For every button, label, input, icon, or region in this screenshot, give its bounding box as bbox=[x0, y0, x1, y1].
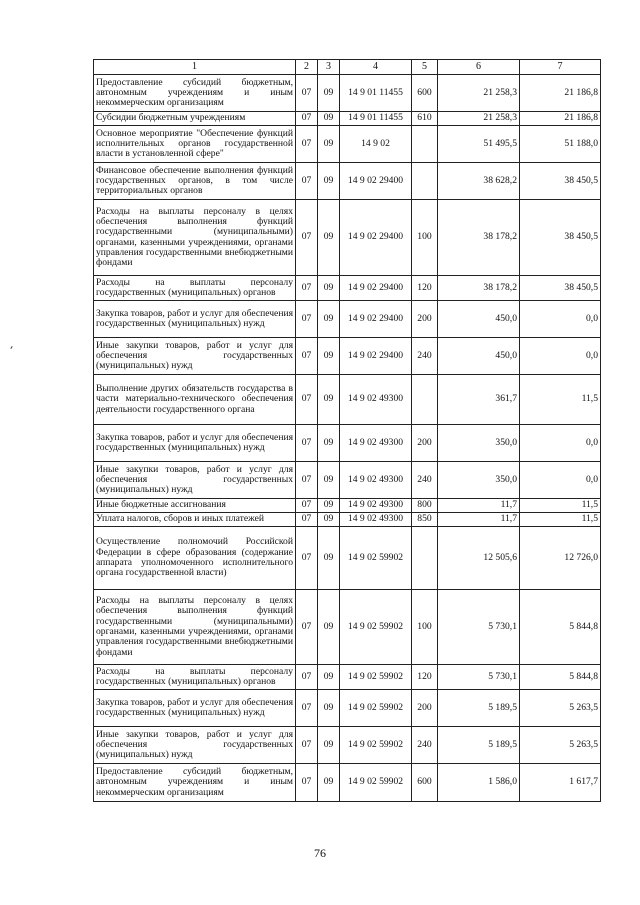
row-section-cell: 07 bbox=[296, 425, 318, 462]
row-name-cell: Закупка товаров, работ и услуг для обеспечения государственных (муниципальных) нужд bbox=[94, 425, 296, 462]
row-section-cell: 07 bbox=[296, 462, 318, 499]
row-subsection-cell: 09 bbox=[318, 301, 340, 338]
row-subsection-cell: 09 bbox=[318, 764, 340, 802]
row-expense-type-cell bbox=[412, 163, 438, 200]
row-amount-year2-cell: 0,0 bbox=[520, 462, 601, 499]
row-amount-year1-cell: 5 189,5 bbox=[438, 727, 520, 764]
row-target-code-cell: 14 9 02 49300 bbox=[340, 462, 412, 499]
row-section-cell: 07 bbox=[296, 338, 318, 375]
row-target-code-cell: 14 9 02 29400 bbox=[340, 301, 412, 338]
table-row bbox=[94, 462, 601, 499]
row-section-cell: 07 bbox=[296, 727, 318, 764]
row-expense-type-cell: 800 bbox=[412, 499, 438, 513]
row-subsection-cell: 09 bbox=[318, 690, 340, 727]
table-row bbox=[94, 126, 601, 163]
row-amount-year1-cell: 38 628,2 bbox=[438, 163, 520, 200]
row-amount-year1-cell: 11,7 bbox=[438, 499, 520, 513]
stray-pen-mark bbox=[10, 346, 12, 349]
row-expense-type-cell: 240 bbox=[412, 462, 438, 499]
row-expense-type-cell: 200 bbox=[412, 690, 438, 727]
table-row bbox=[94, 276, 601, 301]
row-name-cell: Расходы на выплаты персоналу государственных (муниципальных) органов bbox=[94, 276, 296, 301]
row-expense-type-cell bbox=[412, 126, 438, 163]
header-col-6: 6 bbox=[438, 60, 520, 75]
row-target-code-cell: 14 9 02 29400 bbox=[340, 163, 412, 200]
row-amount-year2-cell: 38 450,5 bbox=[520, 163, 601, 200]
budget-table bbox=[93, 59, 601, 802]
row-subsection-cell: 09 bbox=[318, 513, 340, 527]
row-amount-year2-cell: 1 617,7 bbox=[520, 764, 601, 802]
row-subsection-cell: 09 bbox=[318, 727, 340, 764]
header-col-5: 5 bbox=[412, 60, 438, 75]
row-target-code-cell: 14 9 02 59902 bbox=[340, 764, 412, 802]
row-expense-type-cell bbox=[412, 375, 438, 425]
row-name-cell: Иные закупки товаров, работ и услуг для обеспечения государственных (муниципальных) нужд bbox=[94, 338, 296, 375]
row-amount-year2-cell: 38 450,5 bbox=[520, 276, 601, 301]
row-expense-type-cell: 200 bbox=[412, 425, 438, 462]
row-amount-year1-cell: 5 730,1 bbox=[438, 590, 520, 665]
row-expense-type-cell: 120 bbox=[412, 276, 438, 301]
row-section-cell: 07 bbox=[296, 764, 318, 802]
row-section-cell: 07 bbox=[296, 112, 318, 126]
row-amount-year1-cell: 12 505,6 bbox=[438, 527, 520, 590]
row-amount-year1-cell: 38 178,2 bbox=[438, 200, 520, 276]
row-target-code-cell: 14 9 02 bbox=[340, 126, 412, 163]
row-target-code-cell: 14 9 02 59902 bbox=[340, 727, 412, 764]
row-amount-year2-cell: 38 450,5 bbox=[520, 200, 601, 276]
row-expense-type-cell: 240 bbox=[412, 338, 438, 375]
row-amount-year1-cell: 51 495,5 bbox=[438, 126, 520, 163]
table-row bbox=[94, 590, 601, 665]
row-section-cell: 07 bbox=[296, 301, 318, 338]
row-amount-year1-cell: 350,0 bbox=[438, 425, 520, 462]
row-section-cell: 07 bbox=[296, 375, 318, 425]
row-amount-year2-cell: 12 726,0 bbox=[520, 527, 601, 590]
header-col-2: 2 bbox=[296, 60, 318, 75]
row-target-code-cell: 14 9 02 59902 bbox=[340, 690, 412, 727]
row-expense-type-cell: 100 bbox=[412, 200, 438, 276]
row-subsection-cell: 09 bbox=[318, 590, 340, 665]
row-section-cell: 07 bbox=[296, 276, 318, 301]
table-row bbox=[94, 764, 601, 802]
row-subsection-cell: 09 bbox=[318, 527, 340, 590]
row-amount-year1-cell: 5 730,1 bbox=[438, 665, 520, 690]
row-section-cell: 07 bbox=[296, 163, 318, 200]
row-amount-year2-cell: 11,5 bbox=[520, 513, 601, 527]
row-section-cell: 07 bbox=[296, 665, 318, 690]
row-expense-type-cell: 600 bbox=[412, 764, 438, 802]
table-row bbox=[94, 499, 601, 513]
row-amount-year1-cell: 450,0 bbox=[438, 338, 520, 375]
row-section-cell: 07 bbox=[296, 499, 318, 513]
row-name-cell: Уплата налогов, сборов и иных платежей bbox=[94, 513, 296, 527]
row-amount-year2-cell: 11,5 bbox=[520, 499, 601, 513]
row-amount-year2-cell: 5 263,5 bbox=[520, 690, 601, 727]
row-amount-year2-cell: 5 263,5 bbox=[520, 727, 601, 764]
row-name-cell: Расходы на выплаты персоналу в целях обеспечения выполнения функций государственными (муниципальными) органами, казенными учреждениями, органами управления государственными внебюджетными фондами bbox=[94, 200, 296, 276]
row-target-code-cell: 14 9 02 29400 bbox=[340, 276, 412, 301]
row-name-cell: Расходы на выплаты персоналу государственных (муниципальных) органов bbox=[94, 665, 296, 690]
row-expense-type-cell: 610 bbox=[412, 112, 438, 126]
row-expense-type-cell: 100 bbox=[412, 590, 438, 665]
row-section-cell: 07 bbox=[296, 75, 318, 112]
row-subsection-cell: 09 bbox=[318, 425, 340, 462]
header-col-3: 3 bbox=[318, 60, 340, 75]
row-target-code-cell: 14 9 02 59902 bbox=[340, 665, 412, 690]
table-row bbox=[94, 200, 601, 276]
row-amount-year2-cell: 5 844,8 bbox=[520, 590, 601, 665]
row-subsection-cell: 09 bbox=[318, 462, 340, 499]
row-amount-year2-cell: 21 186,8 bbox=[520, 112, 601, 126]
row-subsection-cell: 09 bbox=[318, 200, 340, 276]
row-amount-year2-cell: 0,0 bbox=[520, 425, 601, 462]
row-expense-type-cell: 120 bbox=[412, 665, 438, 690]
row-amount-year2-cell: 0,0 bbox=[520, 338, 601, 375]
row-amount-year1-cell: 450,0 bbox=[438, 301, 520, 338]
table-row bbox=[94, 163, 601, 200]
row-subsection-cell: 09 bbox=[318, 499, 340, 513]
row-amount-year1-cell: 38 178,2 bbox=[438, 276, 520, 301]
row-subsection-cell: 09 bbox=[318, 338, 340, 375]
row-target-code-cell: 14 9 02 49300 bbox=[340, 425, 412, 462]
row-amount-year1-cell: 1 586,0 bbox=[438, 764, 520, 802]
row-name-cell: Закупка товаров, работ и услуг для обеспечения государственных (муниципальных) нужд bbox=[94, 301, 296, 338]
row-section-cell: 07 bbox=[296, 513, 318, 527]
row-target-code-cell: 14 9 02 49300 bbox=[340, 499, 412, 513]
table-row bbox=[94, 665, 601, 690]
row-section-cell: 07 bbox=[296, 590, 318, 665]
table-row bbox=[94, 112, 601, 126]
table-row bbox=[94, 375, 601, 425]
table-row bbox=[94, 301, 601, 338]
header-col-4: 4 bbox=[340, 60, 412, 75]
row-name-cell: Субсидии бюджетным учреждениям bbox=[94, 112, 296, 126]
row-amount-year2-cell: 21 186,8 bbox=[520, 75, 601, 112]
row-section-cell: 07 bbox=[296, 200, 318, 276]
row-expense-type-cell: 200 bbox=[412, 301, 438, 338]
row-target-code-cell: 14 9 02 29400 bbox=[340, 200, 412, 276]
row-target-code-cell: 14 9 02 59902 bbox=[340, 590, 412, 665]
row-amount-year1-cell: 350,0 bbox=[438, 462, 520, 499]
row-section-cell: 07 bbox=[296, 527, 318, 590]
row-amount-year2-cell: 5 844,8 bbox=[520, 665, 601, 690]
row-name-cell: Иные бюджетные ассигнования bbox=[94, 499, 296, 513]
table-row bbox=[94, 513, 601, 527]
row-subsection-cell: 09 bbox=[318, 126, 340, 163]
table-row bbox=[94, 690, 601, 727]
row-name-cell: Выполнение других обязательств государства в части материально-технического обеспечения деятельности государственного органа bbox=[94, 375, 296, 425]
table-row bbox=[94, 727, 601, 764]
header-col-7: 7 bbox=[520, 60, 601, 75]
table-row bbox=[94, 425, 601, 462]
row-subsection-cell: 09 bbox=[318, 375, 340, 425]
row-amount-year1-cell: 11,7 bbox=[438, 513, 520, 527]
row-amount-year2-cell: 51 188,0 bbox=[520, 126, 601, 163]
row-subsection-cell: 09 bbox=[318, 665, 340, 690]
row-subsection-cell: 09 bbox=[318, 163, 340, 200]
row-amount-year1-cell: 21 258,3 bbox=[438, 112, 520, 126]
row-subsection-cell: 09 bbox=[318, 276, 340, 301]
row-name-cell: Финансовое обеспечение выполнения функций государственных органов, в том числе территориальных органов bbox=[94, 163, 296, 200]
row-expense-type-cell bbox=[412, 527, 438, 590]
row-subsection-cell: 09 bbox=[318, 75, 340, 112]
table-row bbox=[94, 527, 601, 590]
table-header-row bbox=[94, 60, 601, 75]
table-row bbox=[94, 75, 601, 112]
row-expense-type-cell: 240 bbox=[412, 727, 438, 764]
row-target-code-cell: 14 9 01 11455 bbox=[340, 112, 412, 126]
header-col-1: 1 bbox=[94, 60, 296, 75]
row-amount-year1-cell: 21 258,3 bbox=[438, 75, 520, 112]
row-name-cell: Основное мероприятие "Обеспечение функций исполнительных органов государственной власти в установленной сфере" bbox=[94, 126, 296, 163]
row-amount-year2-cell: 11,5 bbox=[520, 375, 601, 425]
row-target-code-cell: 14 9 02 49300 bbox=[340, 513, 412, 527]
table-row bbox=[94, 338, 601, 375]
row-name-cell: Предоставление субсидий бюджетным, автономным учреждениям и иным некоммерческим организациям bbox=[94, 75, 296, 112]
row-subsection-cell: 09 bbox=[318, 112, 340, 126]
page-number: 76 bbox=[314, 846, 326, 860]
row-target-code-cell: 14 9 02 49300 bbox=[340, 375, 412, 425]
row-amount-year1-cell: 5 189,5 bbox=[438, 690, 520, 727]
row-name-cell: Иные закупки товаров, работ и услуг для обеспечения государственных (муниципальных) нужд bbox=[94, 462, 296, 499]
row-target-code-cell: 14 9 02 59902 bbox=[340, 527, 412, 590]
row-name-cell: Расходы на выплаты персоналу в целях обеспечения выполнения функций государственными (муниципальными) органами, казенными учреждениями, органами управления государственными внебюджетными фондами bbox=[94, 590, 296, 665]
row-section-cell: 07 bbox=[296, 690, 318, 727]
row-expense-type-cell: 600 bbox=[412, 75, 438, 112]
row-target-code-cell: 14 9 02 29400 bbox=[340, 338, 412, 375]
table-body bbox=[94, 75, 601, 802]
row-section-cell: 07 bbox=[296, 126, 318, 163]
row-name-cell: Предоставление субсидий бюджетным, автономным учреждениям и иным некоммерческим организациям bbox=[94, 764, 296, 802]
row-expense-type-cell: 850 bbox=[412, 513, 438, 527]
row-amount-year1-cell: 361,7 bbox=[438, 375, 520, 425]
row-name-cell: Осуществление полномочий Российской Федерации в сфере образования (содержание аппарата уполномоченного исполнительного органа государственной власти) bbox=[94, 527, 296, 590]
row-name-cell: Закупка товаров, работ и услуг для обеспечения государственных (муниципальных) нужд bbox=[94, 690, 296, 727]
row-name-cell: Иные закупки товаров, работ и услуг для обеспечения государственных (муниципальных) нужд bbox=[94, 727, 296, 764]
row-amount-year2-cell: 0,0 bbox=[520, 301, 601, 338]
row-target-code-cell: 14 9 01 11455 bbox=[340, 75, 412, 112]
